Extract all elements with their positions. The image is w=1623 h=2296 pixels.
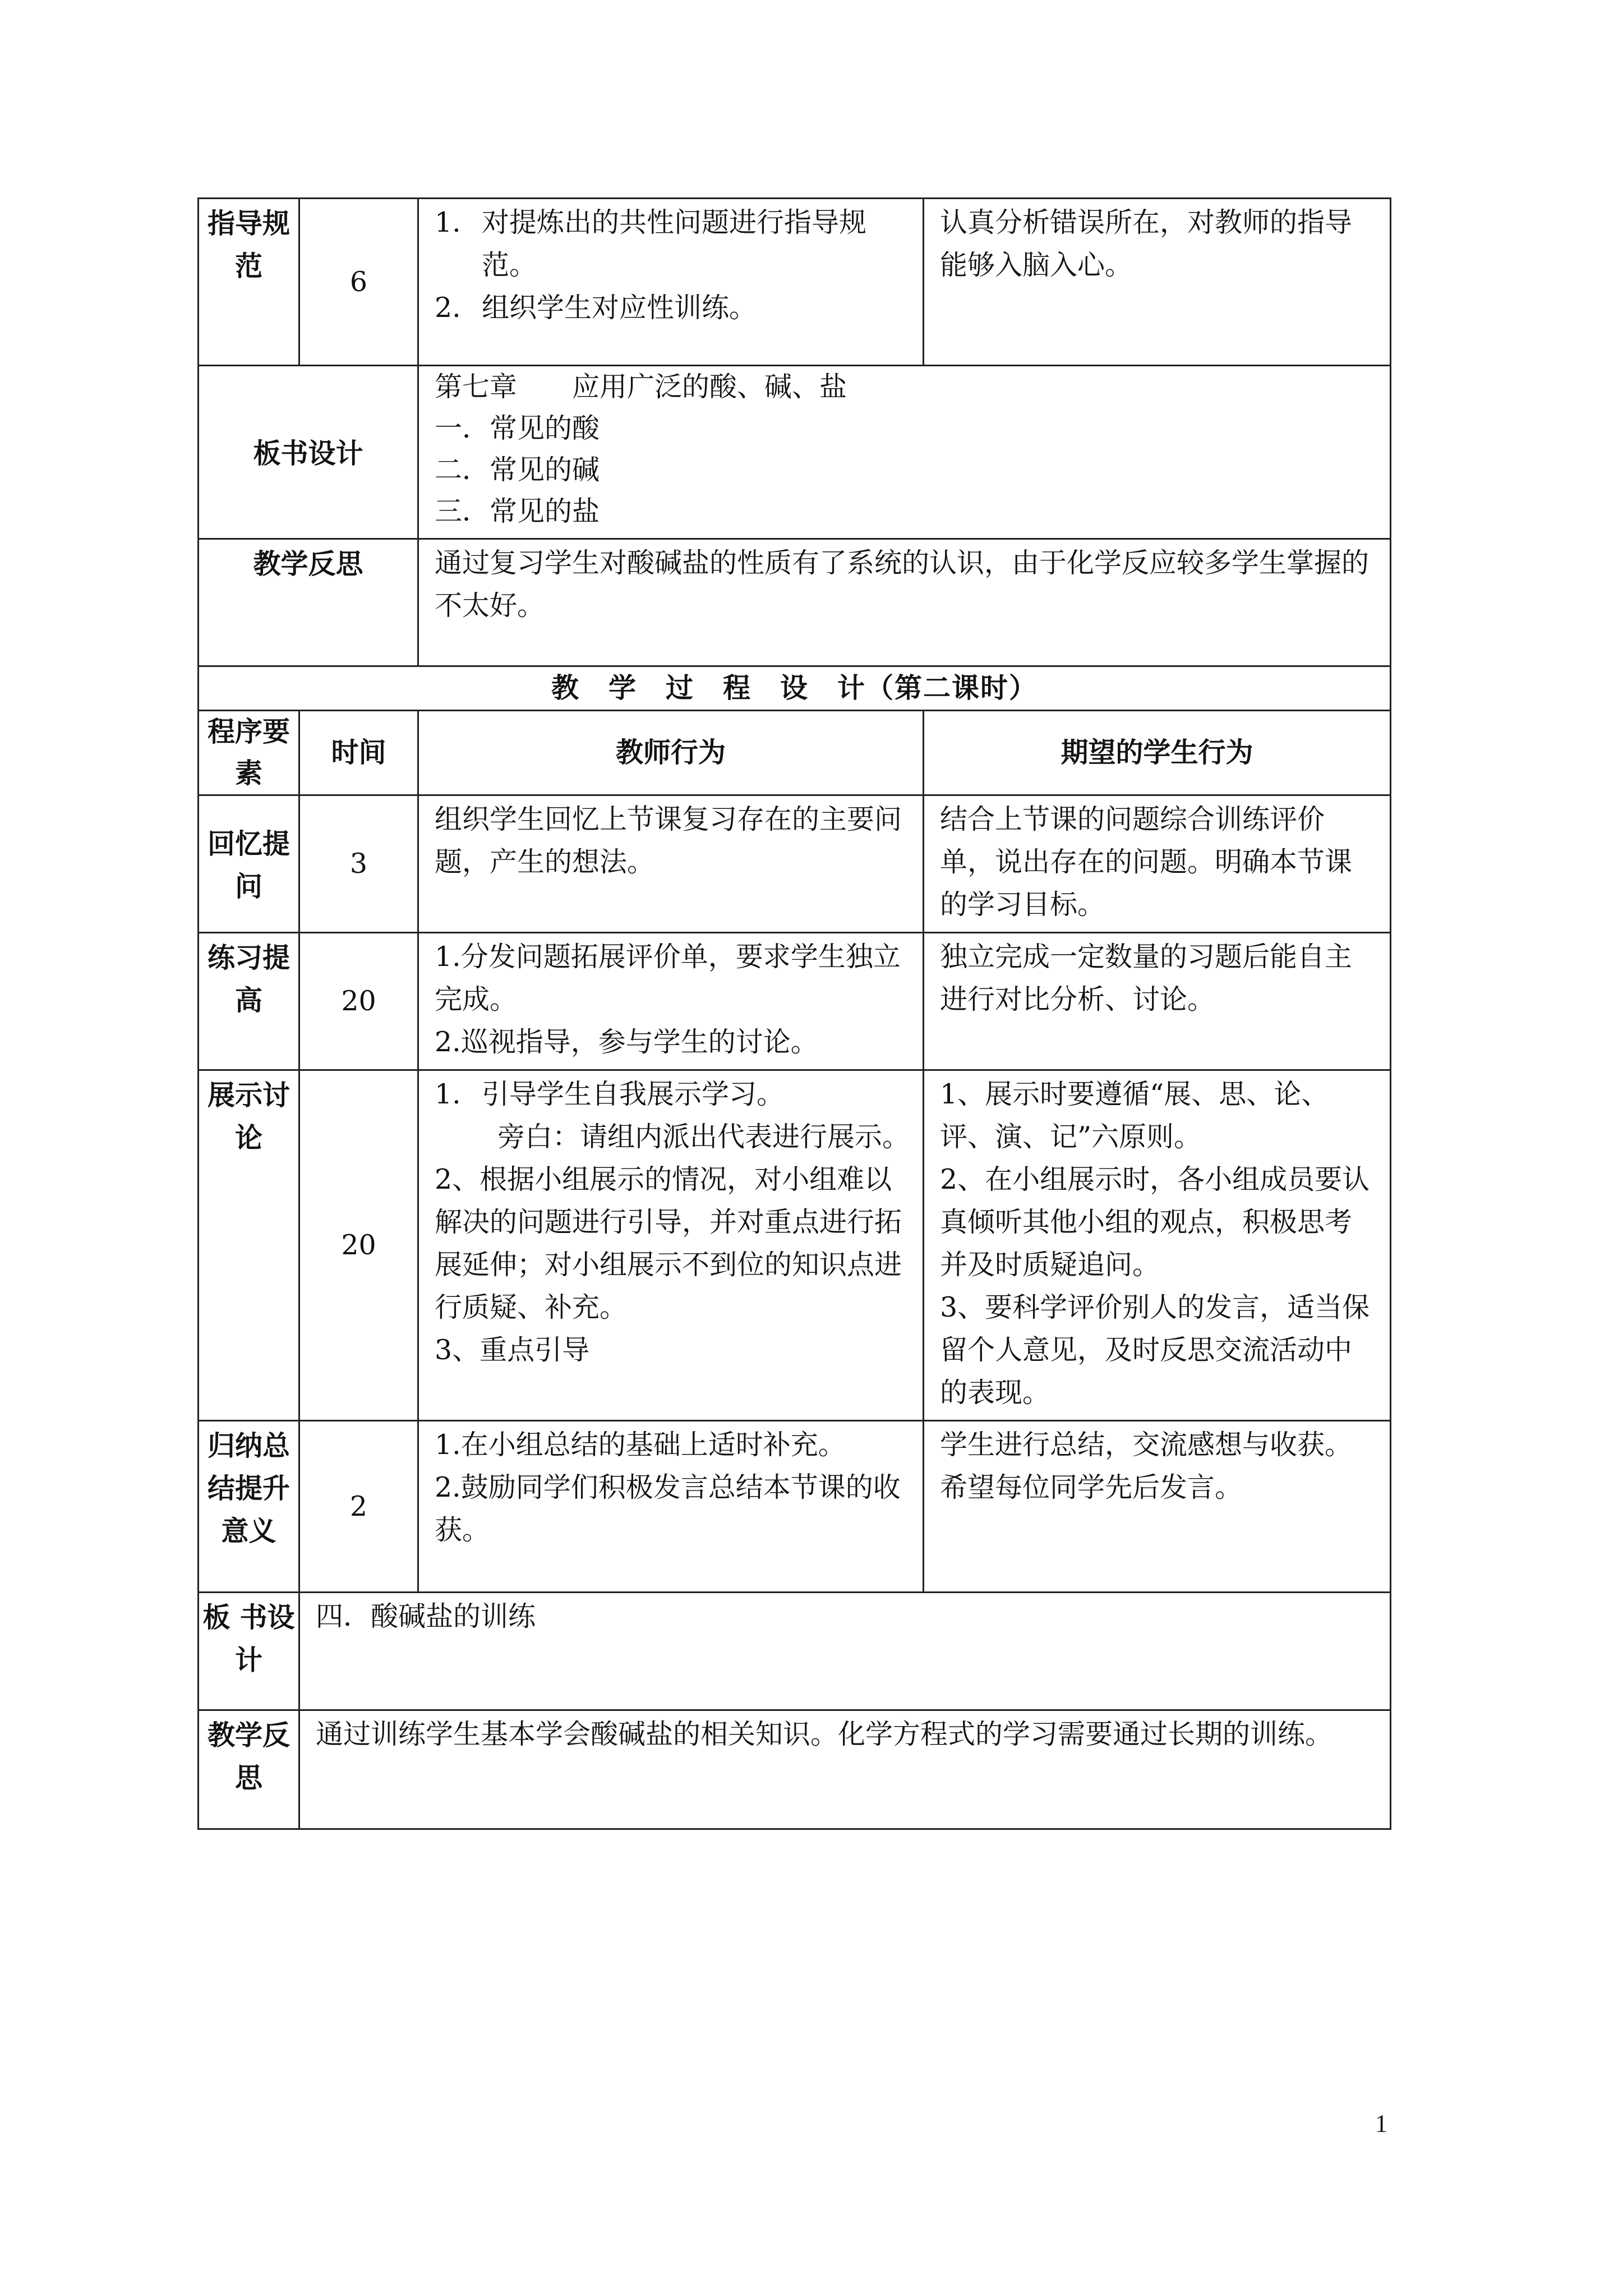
guide-student-cell: 认真分析错误所在，对教师的指导能够入脑入心。 xyxy=(924,199,1391,366)
present-label: 展示讨论 xyxy=(199,1070,299,1421)
reflection-row xyxy=(199,539,1391,666)
present-teacher-line-2: 2、根据小组展示的情况，对小组难以解决的问题进行引导，并对重点进行拓展延伸；对小组展示不到位的知识点进行质疑、补充。 xyxy=(435,1163,902,1323)
summary-teacher-line-2: 2.鼓励同学们积极发言总结本节课的收获。 xyxy=(435,1471,901,1546)
board-line-1: 第七章 应用广泛的酸、碱、盐 xyxy=(435,371,847,403)
practice-teacher-line-2: 2.巡视指导，参与学生的讨论。 xyxy=(435,1026,818,1058)
reflection-label: 教学反思 xyxy=(199,539,418,666)
guide-teacher-item-2: 2. 组织学生对应性训练。 xyxy=(435,292,757,324)
summary-teacher-line-1: 1.在小组总结的基础上适时补充。 xyxy=(435,1429,846,1461)
board2-row xyxy=(199,1593,1391,1710)
board-line-3: 二．常见的碱 xyxy=(435,454,600,486)
board-row xyxy=(199,366,1391,539)
reflection2-label: 教学反思 xyxy=(199,1710,299,1829)
present-student xyxy=(924,1070,1391,1421)
present-student-line-1: 1、展示时要遵循“展、思、论、评、演、记”六原则。 xyxy=(940,1078,1329,1153)
board-line-4: 三．常见的盐 xyxy=(435,495,600,527)
header-element: 程序要素 xyxy=(199,711,299,795)
present-student-line-3: 3、要科学评价别人的发言，适当保留个人意见，及时反思交流活动中的表现。 xyxy=(940,1291,1370,1409)
board-line-2: 一．常见的酸 xyxy=(435,412,600,444)
recall-row xyxy=(199,795,1391,933)
board2-text: 四．酸碱盐的训练 xyxy=(299,1593,1391,1710)
present-teacher-line-3: 3、重点引导 xyxy=(435,1334,590,1366)
summary-teacher xyxy=(418,1421,924,1593)
reflection-text: 通过复习学生对酸碱盐的性质有了系统的认识，由于化学反应较多学生掌握的不太好。 xyxy=(418,539,1391,666)
board-content xyxy=(418,366,1391,539)
present-teacher-item-1: 1. 引导学生自我展示学习。 xyxy=(435,1078,785,1110)
present-row xyxy=(199,1070,1391,1421)
page-number: 1 xyxy=(1375,2110,1387,2137)
reflection2-row xyxy=(199,1710,1391,1829)
board2-label: 板 书设计 xyxy=(199,1593,299,1710)
guide-teacher-cell xyxy=(418,199,924,366)
practice-teacher-line-1: 1.分发问题拓展评价单，要求学生独立完成。 xyxy=(435,941,901,1015)
recall-label: 回忆提问 xyxy=(199,795,299,933)
section2-header-row xyxy=(199,711,1391,795)
recall-student: 结合上节课的问题综合训练评价单，说出存在的问题。明确本节课的学习目标。 xyxy=(924,795,1391,933)
recall-teacher: 组织学生回忆上节课复习存在的主要问题，产生的想法。 xyxy=(418,795,924,933)
section2-title-row xyxy=(199,666,1391,711)
present-teacher-aside: 旁白：请组内派出代表进行展示。 xyxy=(497,1121,910,1153)
summary-time: 2 xyxy=(299,1421,418,1593)
practice-row xyxy=(199,933,1391,1070)
header-student: 期望的学生行为 xyxy=(924,711,1391,795)
recall-time: 3 xyxy=(299,795,418,933)
guide-teacher-item-1: 1. 对提炼出的共性问题进行指导规范。 xyxy=(435,206,867,281)
practice-teacher xyxy=(418,933,924,1070)
guide-row xyxy=(199,199,1391,366)
practice-student: 独立完成一定数量的习题后能自主进行对比分析、讨论。 xyxy=(924,933,1391,1070)
present-teacher xyxy=(418,1070,924,1421)
reflection2-text: 通过训练学生基本学会酸碱盐的相关知识。化学方程式的学习需要通过长期的训练。 xyxy=(299,1710,1391,1829)
summary-label: 归纳总结提升意义 xyxy=(199,1421,299,1593)
board-label: 板书设计 xyxy=(199,366,418,539)
present-student-line-2: 2、在小组展示时，各小组成员要认真倾听其他小组的观点，积极思考并及时质疑追问。 xyxy=(940,1163,1370,1281)
lesson-plan-table xyxy=(197,197,1391,1830)
summary-student: 学生进行总结，交流感想与收获。希望每位同学先后发言。 xyxy=(924,1421,1391,1593)
present-time: 20 xyxy=(299,1070,418,1421)
guide-label: 指导规范 xyxy=(199,199,299,366)
practice-label: 练习提高 xyxy=(199,933,299,1070)
section2-title: 教 学 过 程 设 计（第二课时） xyxy=(199,666,1391,711)
summary-row xyxy=(199,1421,1391,1593)
guide-time: 6 xyxy=(299,199,418,366)
header-time: 时间 xyxy=(299,711,418,795)
header-teacher: 教师行为 xyxy=(418,711,924,795)
practice-time: 20 xyxy=(299,933,418,1070)
